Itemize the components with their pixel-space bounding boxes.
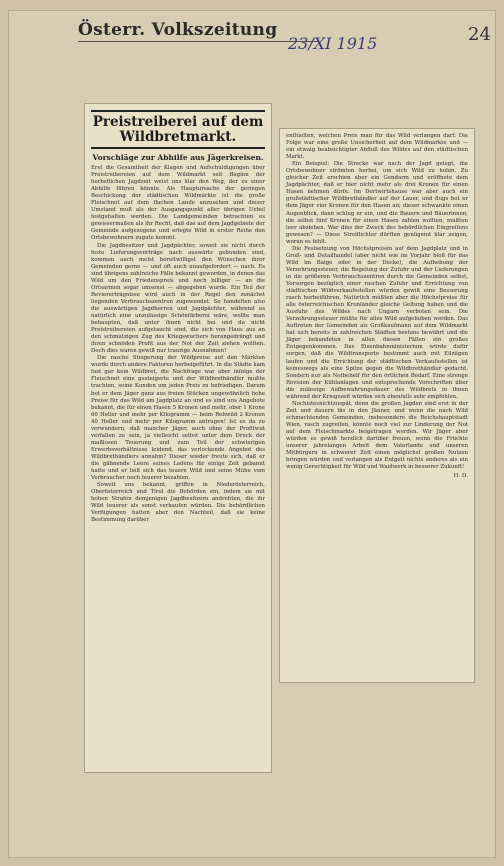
paragraph: Soweit uns bekannt, griffen in Niederösterreich, Oberösterreich und Tirol die Behörden ein, indem sie mit hohen Strafen demjenigen Jagdbesitzern androhten, die ihr Wild teuerer als sonst verkaufen würden. Die behördlichen Verfügungen hatten aber den Nachteil, daß sie keine Bestimmung darüber bbox=[91, 482, 265, 524]
headline-box bbox=[91, 110, 265, 149]
paragraph: Ein Beispiel: Die Strecke war nach der Jagd gelegt, die Ortsbewohner strömten herbei, um sich Wild zu holen. Zu gleicher Zeit erschien aber ein Gendarm und eröffnete dem Jagdpächter, daß er hier nicht mehr als drei Kronen für einen Hasen nehmen dürfe. Im Dortwirtshause war aber auch ein großstädtischer Wildbrethändler auf der Lauer, und flugs bot er dem Jäger vier Kronen für den Hasen an; dieser schwankte einen Augenblick, dann schlug er ein, und die Bauern und Bäuerinnen, die selbst fünf Kronen für einen Hasen zahlen wollten, mußten leer abziehen. War dies der Zweck des behördlichen Eingreifens gewesen? — Diese Streiflichter dürften genügend klar zeigen, woran es fehlt. bbox=[286, 161, 468, 245]
paragraph: Die Jagdbesitzer und Jagdpächter, soweit sie nicht durch feste Lieferungsverträge nach auswärts gebunden sind, kommen auch meist bereitwilligst den Wünschen ihrer Gemeinden gerne — und oft auch unaufgefordert — nach. Es sind übrigens zahlreiche Fälle bekannt geworden, in denen das Wild um den Friedenspreis und noch billiger — an die Ortsarmen sogar umsonst — abgegeben wurde. Ein Teil der Reviererträgnisse wird auch in der Regel den zunächst liegenden Verbrauchszentren zugewendet. So handelten also die auswärtigen Jagdherren und Jagdpächter, während es natürlich eine unzulässige Schönfärberei wäre, wollte man behaupten, daß unter ihnen nicht bei und da nicht Preistreibereien aufgetaucht sind, die sich von Haus aus an den schmutzigen Zug des Kriegswuchers herangedrängt und ihren schnöden Profit aus der Not der Zeit ziehen wollten. Doch dies waren gewiß nur traurige Ausnahmen! bbox=[91, 242, 265, 355]
clipping-right-column bbox=[279, 128, 475, 683]
clipping-left-column bbox=[84, 103, 272, 773]
paragraph: Erst die Gesamtheit der Klagen und Aufschuldigungen über Preistreibereien auf dem Wildmarkt seit Beginn der herbstlichen Jagdzeit weist uns klar den Weg, der zu einer Abhilfe führen könnte. Als Hauptursache der geringen Beschickung der städtischen Wildmärkte ist die große Fleischnot auf dem flachen Lande anzusehen und dieser Umstand muß als der Ausgangspunkt aller übrigen Uebel festgehalten werden. Die Landgemeinden betrachten es gewissermaßen als ihr Recht, daß das auf dem Jagdgebiete der Gemeinde aufgezogene und erlegte Wild in erster Reihe den Ortsbewohnern zugute kommt. bbox=[91, 165, 265, 242]
newspaper-masthead: Österr. Volkszeitung bbox=[78, 20, 278, 40]
paragraph: enthielten, welchen Preis man für das Wild verlangen darf. Die Folge war eine große Unsicherheit auf dem Wildmarkte und — ein etwaig beabsichtigter Abfluß des Wildes auf den städtischen Markt. bbox=[286, 133, 468, 161]
paragraph: Nochistesnichtzuspät, denn die großen Jagden sind erst in der Zeit und dauern bis in den Jänner, und wenn die nach Wild schmachtenden Gemeinden, insbesondere die Reichshauptstadt Wien, rasch zugreifen, könnte noch viel zur Linderung der Not auf dem Fleischmarkte beigetragen werden. Wir Jäger aber würden es gewiß herzlich darüber freuen, wenn die Früchte unserer jahrelangen Arbeit dem Vaterlande und unseren Mitbürgern in schwerer Zeit einen möglichst großen Nutzen bringen würden und verlangen als Entgelt nichts anderes als ein wenig Gerechtigkeit für Wild und Waidwerk in besserer Zukunft! bbox=[286, 400, 468, 471]
paragraph: Die Festsetzung von Höchstpreisen auf dem Jagdplatz und in Groß- und Detailhandel (aber nicht wie im Vorjahr bloß für das Wild im Balge oder in der Decke), die Aufhebung der Verzehrungssteuer, die Regelung der Zufuhr und der Lieferungen in die größeren Verbrauchszentren durch die Gemeinden selbst, Vorsorgen bezüglich einer raschen Zufuhr und Errichtung von städtischen Wildverkaufsstellen würden gewiß eine Besserung rasch herbeiführen. Natürlich müßten aber die Höchstpreise für alle österreichischen Kronländer gleiche Geltung haben und die Ausfuhr des Wildes nach Ungarn verboten sein. Die Verzehrungssteuer müßte für alles Wild aufgehoben werden. Das Auftreten der Gemeinden als Großkaufmann auf dem Wildmarkt hat sich bereits in zahlreichen Städten bestens bewährt und die Jäger bekundeten in allen diesen Fällen ein großes Entgegenkommen. Das Eisenbahnministerium würde dafür sorgen, daß die Wildtransporte bestimmt auch mit Eilzügen laufen und die Errichtung der städtischen Verkaufsstellen ist keineswegs als eine Spitze gegen die Wildbrethändler gedacht. Sondern nur als Notbehelf für den örtlichen Bedarf. Eine strenge Revision der Kühlanlagen und entsprechende Vorschriften über die zulässige Aufbewahrungsdauer des Wildbrets in ihnen während der Kriegszeit würden sich ebenfalls sehr empfehlen. bbox=[286, 245, 468, 400]
paragraph: Die rasche Steigerung der Wildpreise auf den Märkten wurde durch andere Faktoren herbeigeführt. In die Städte kam fast gar kein Wildbret, die Nachfrage war aber infolge der Fleischnot eine gesteigerte und der Wildbrethändler mußte trachten, seine Kunden um jeden Preis zu befriedigen. Darum bot er dem Jäger ganz aus freien Stücken ungewöhnlich hohe Preise für das Wild am Jagdplatz an und es sind uns Angebote bekannt, die für einen Hasen 5 Kronen und mehr, ober 1 Krone 60 Heller und mehr per Kilogramm — beim Rehwild 2 Kronen 40 Heller und mehr per Kilogramm antrugen! Ist es da zu verwundern, daß mancher Jäger, auch ohne der Profitwut verfallen zu sein, ja vielleicht selbst unter dem Druck der maßlosen Teuerung und zum Teil der schwierigen Erwerbsverhältnisse leidend, das verlockende Angebot des Wildbrethändlers annahm? Dieser wieder freute sich, daß er die gähnende Leere seines Ladens für einige Zeit gebannt hatte und er ließ sich das teuere Wild und seine Mühe vom Verbraucher noch teuerer bezahlen. bbox=[91, 355, 265, 482]
article-headline: Preistreiberei auf dem Wildbretmarkt. bbox=[92, 114, 264, 145]
handwritten-date: 23/XI 1915 bbox=[288, 34, 378, 53]
page-number: 24 bbox=[468, 24, 491, 45]
author-signature: H. D. bbox=[453, 473, 468, 480]
masthead-rule bbox=[78, 41, 318, 42]
article-subheadline: Vorschläge zur Abhilfe aus Jägerkreisen. bbox=[92, 153, 264, 162]
